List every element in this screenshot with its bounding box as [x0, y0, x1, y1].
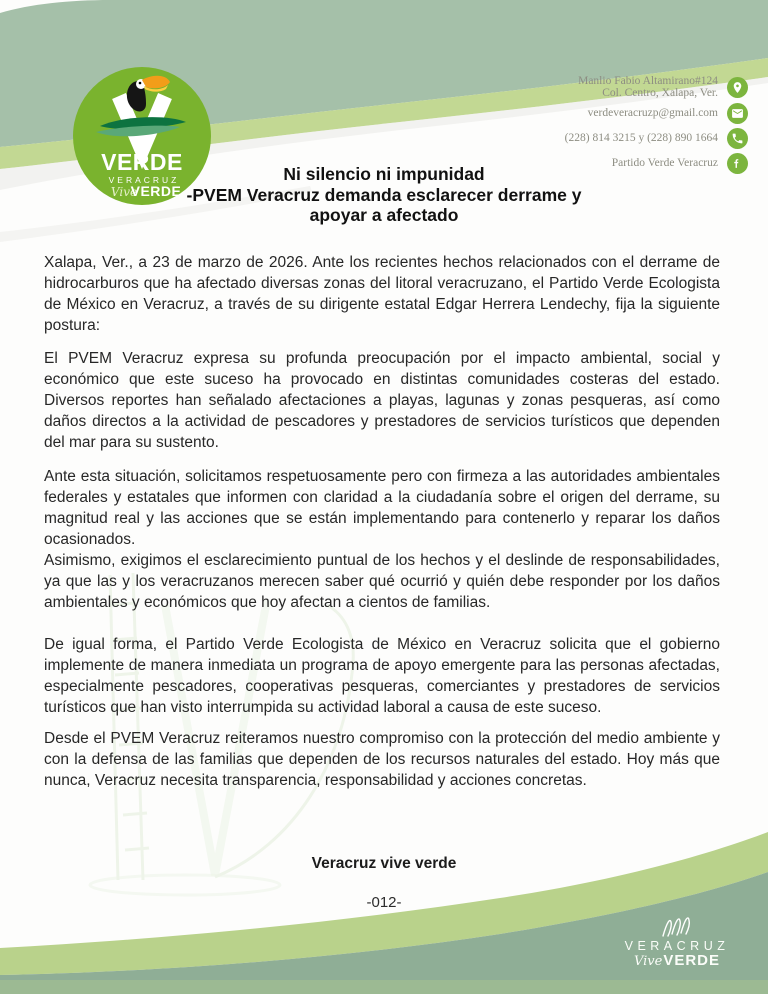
paragraph-6: Desde el PVEM Veracruz reiteramos nuestro compromiso con la protección del medio ambiente y con la defensa de las familias que dependen de los recursos naturales del estado. Hoy más que nunca, Veracruz necesita transparencia, responsabilidad y acciones concretas. [44, 730, 720, 789]
paragraph-1: Xalapa, Ver., a 23 de marzo de 2026. Ante los recientes hechos relacionados con el derrame de hidrocarburos que ha afectado diversas zonas del litoral veracruzano, el Partido Verde Ecologista de México en Veracruz, a través de su dirigente estatal Edgar Herrera Lendechy, fija la siguiente postura: [44, 254, 720, 334]
press-title [0, 164, 768, 226]
email-text: verdeveracruzp@gmail.com [587, 106, 718, 119]
paragraph-4: Asimismo, exigimos el esclarecimiento puntual de los hechos y el deslinde de responsabilidades, ya que las y los veracruzanos merecen saber qué ocurrió y quién debe responder por los daños ambientales y económicos que hoy afectan a cientos de familias. [44, 552, 720, 611]
press-title-line3: apoyar a afectado [309, 205, 459, 225]
brand-script: Vive [633, 954, 663, 969]
contact-row-address [418, 76, 748, 99]
footer-brand [602, 916, 752, 969]
slogan: Veracruz vive verde [311, 855, 457, 872]
phone-text: (228) 814 3215 y (228) 890 1664 [564, 131, 718, 144]
location-pin-icon [727, 77, 748, 98]
contact-block [418, 76, 748, 178]
press-title-line2: -PVEM Veracruz demanda esclarecer derrame y [186, 184, 582, 205]
logo-word-bold: VERDE [130, 183, 182, 199]
address-line-1: Manlio Fabio Altamirano#124 [578, 75, 718, 87]
page-number: -012- [366, 894, 402, 911]
brand-state: VERACRUZ [624, 939, 730, 953]
contact-row-phone [418, 128, 748, 149]
paragraph-3: Ante esta situación, solicitamos respetuosamente pero con firmeza a las autoridades ambientales federales y estatales que informen con claridad a la ciudadanía sobre el origen del derrame, su magnitud real y las acciones que se están implementando para contenerlo y reparar los daños ocasionados. [44, 468, 720, 548]
paragraph-5: De igual forma, el Partido Verde Ecologista de México en Veracruz solicita que el gobierno implemente de manera inmediata un programa de apoyo emergente para las personas afectadas, especialmente pescadores, cooperativas pesqueras, comerciantes y prestadores de servicios turísticos que han visto interrumpida su actividad laboral a causa de este suceso. [44, 636, 720, 716]
press-title-line1: Ni silencio ni impunidad [283, 164, 485, 184]
brand-flourish-icon [657, 916, 697, 938]
facebook-text: Partido Verde Veracruz [611, 156, 718, 169]
logo-word-main: VERDE [101, 149, 183, 175]
address-line-2: Col. Centro, Xalapa, Ver. [602, 86, 718, 99]
logo-word-script: Vive [110, 185, 138, 199]
email-icon [727, 103, 748, 124]
logo-word-state: VERACRUZ [108, 175, 180, 185]
letter-body [44, 252, 720, 791]
contact-row-email [418, 103, 748, 124]
paragraph-2: El PVEM Veracruz expresa su profunda preocupación por el impacto ambiental, social y económico que este suceso ha provocado en distintas comunidades costeras del estado. Diversos reportes han señalado afectaciones a playas, lagunas y zonas pesqueras, así como daños directos a la actividad de pescadores y prestadores de servicios turísticos que dependen del mar para su sustento. [44, 350, 720, 451]
brand-bold: VERDE [663, 952, 721, 969]
phone-icon [727, 128, 748, 149]
